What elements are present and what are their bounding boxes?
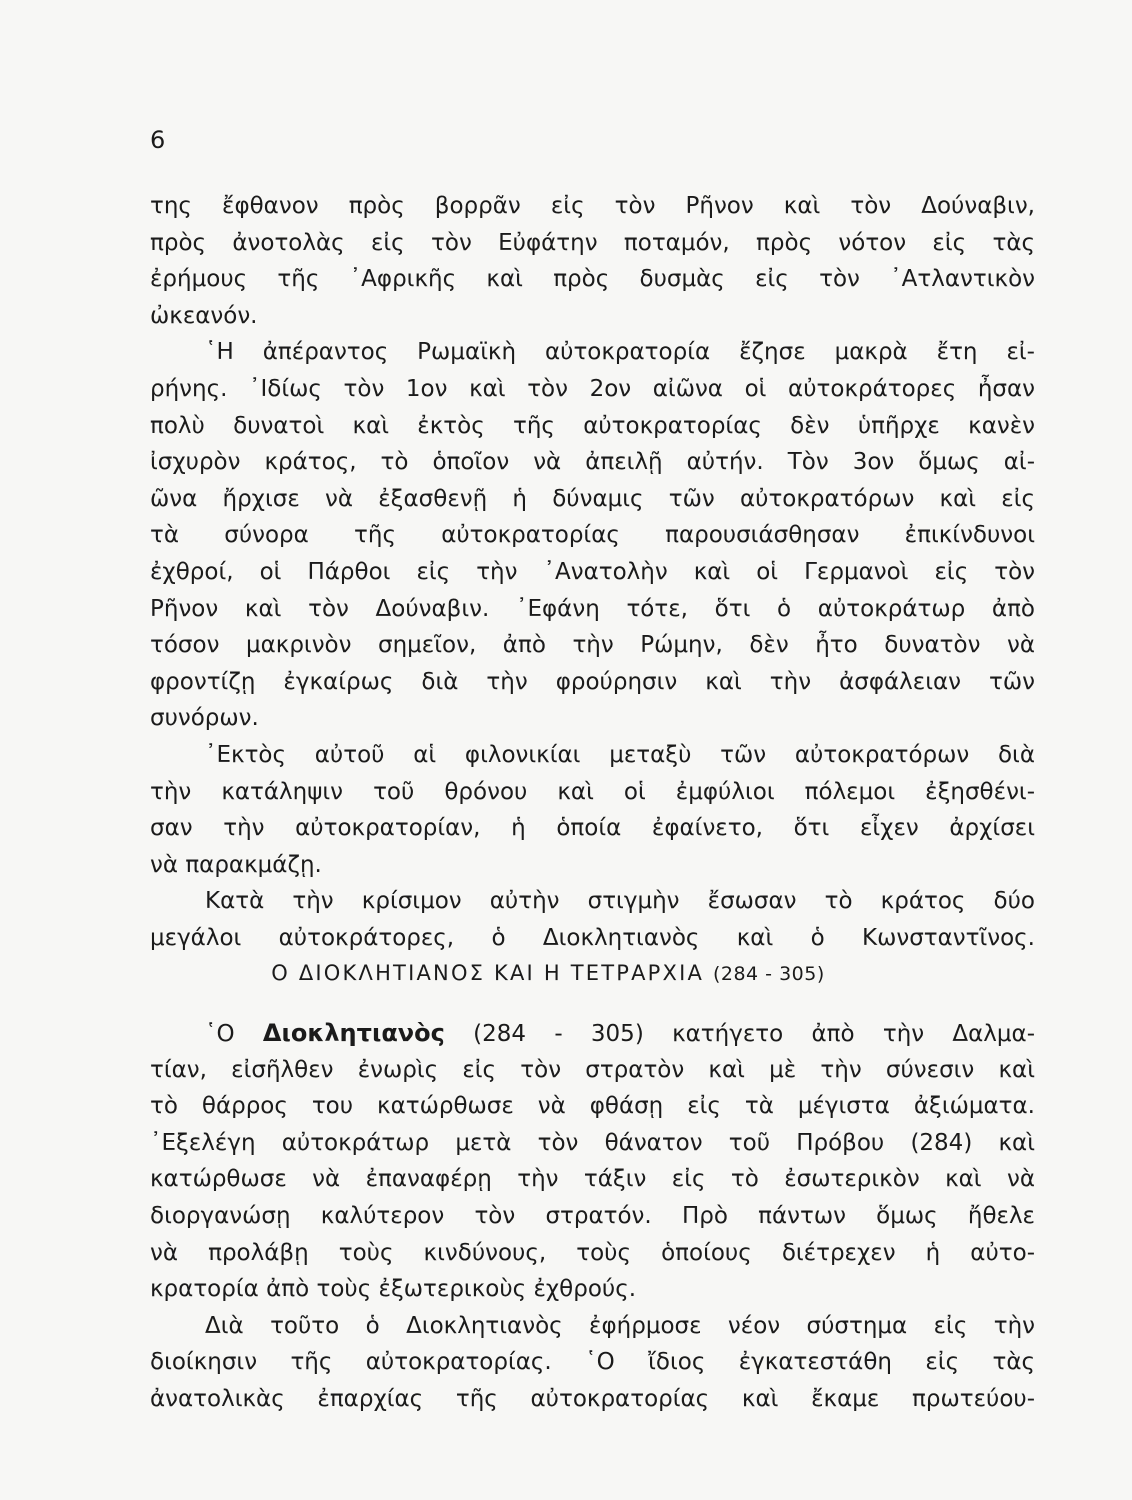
text-line: ῾Η ἀπέραντος Ρωμαϊκὴ αὐτοκρατορία ἔζησε μακρὰ ἔτη εἰ-	[205, 339, 1035, 366]
text-line: ἰσχυρὸν κράτος, τὸ ὁποῖον νὰ ἀπειλῇ αὐτήν. Τὸν 3ον ὅμως αἰ-	[150, 449, 1035, 476]
text-line: ἀνατολικὰς ἐπαρχίας τῆς αὐτοκρατορίας καὶ ἔκαμε πρωτεύου-	[150, 1385, 1035, 1412]
text-line: ῶνα ἤρχισε νὰ ἐξασθενῇ ἡ δύναμις τῶν αὐτοκρατόρων καὶ εἰς	[150, 485, 1035, 512]
text-line: της ἔφθανον πρὸς βορρᾶν εἰς τὸν Ρῆνον καὶ τὸν Δούναβιν,	[150, 193, 1035, 219]
text-line: ἐρήμους τῆς ᾿Αφρικῆς καὶ πρὸς δυσμὰς εἰς τὸν ᾿Ατλαντικὸν	[150, 266, 1035, 293]
text-line: κρατορία ἀπὸ τοὺς ἐξωτερικοὺς ἐχθρούς.	[150, 1276, 637, 1303]
text-line: ἐχθροί, οἱ Πάρθοι εἰς τὴν ᾿Ανατολὴν καὶ οἱ Γερμανοὶ εἰς τὸν	[150, 558, 1035, 585]
emperor-name-bold: Διοκλητιανὸς	[262, 1019, 445, 1047]
text-line: μεγάλοι αὐτοκράτορες, ὁ Διοκλητιανὸς καὶ ὁ Κωνσταντῖνος.	[150, 924, 1035, 951]
text-line: νὰ παρακμάζῃ.	[150, 851, 322, 878]
text-line: Διὰ τοῦτο ὁ Διοκλητιανὸς ἐφήρμοσε νέον σύστημα εἰς τὴν	[205, 1312, 1035, 1339]
text-line: τὰ σύνορα τῆς αὐτοκρατορίας παρουσιάσθησαν ἐπικίνδυνοι	[150, 522, 1035, 549]
text-line: ρήνης. ᾿Ιδίως τὸν 1ον καὶ τὸν 2ον αἰῶνα οἱ αὐτοκράτορες ἦσαν	[150, 375, 1035, 402]
text-line: συνόρων.	[150, 705, 259, 732]
text-line: τὸ θάρρος του κατώρθωσε νὰ φθάσῃ εἰς τὰ μέγιστα ἀξιώματα.	[150, 1093, 1035, 1120]
text-line: πρὸς ἀνοτολὰς εἰς τὸν Εὐφάτην ποταμόν, πρὸς νότον εἰς τὰς	[150, 229, 1035, 256]
text-line: διοίκησιν τῆς αὐτοκρατορίας. ῾Ο ἴδιος ἐγκατεστάθη εἰς τὰς	[150, 1349, 1035, 1376]
text-line: πολὺ δυνατοὶ καὶ ἐκτὸς τῆς αὐτοκρατορίας δὲν ὑπῆρχε κανὲν	[150, 412, 1035, 439]
text-line: Κατὰ τὴν κρίσιμον αὐτὴν στιγμὴν ἔσωσαν τὸ κράτος δύο	[205, 888, 1035, 915]
text-line: σαν τὴν αὐτοκρατορίαν, ἡ ὁποία ἐφαίνετο, ὅτι εἶχεν ἀρχίσει	[150, 815, 1035, 842]
text-line: ᾿Εξελέγη αὐτοκράτωρ μετὰ τὸν θάνατον τοῦ Πρόβου (284) καὶ	[150, 1129, 1035, 1156]
section-heading-dates: (284 - 305)	[712, 963, 825, 985]
text-line: τίαν, εἰσῆλθεν ἐνωρὶς εἰς τὸν στρατὸν καὶ μὲ τὴν σύνεσιν καὶ	[150, 1056, 1035, 1083]
text-line: φροντίζῃ ἐγκαίρως διὰ τὴν φρούρησιν καὶ τὴν ἀσφάλειαν τῶν	[150, 668, 1035, 695]
text-line: ᾿Εκτὸς αὐτοῦ αἱ φιλονικίαι μεταξὺ τῶν αὐτοκρατόρων διὰ	[205, 741, 1035, 768]
section-heading	[168, 957, 928, 990]
text-block-1	[150, 188, 1035, 956]
text-line: ὠκεανόν.	[150, 302, 258, 329]
text-block-2	[150, 1015, 1035, 1418]
text-line: Ρῆνον καὶ τὸν Δούναβιν. ᾿Εφάνη τότε, ὅτι ὁ αὐτοκράτωρ ἀπὸ	[150, 595, 1035, 622]
text-line: κατώρθωσε νὰ ἐπαναφέρῃ τὴν τάξιν εἰς τὸ ἐσωτερικὸν καὶ νὰ	[150, 1166, 1035, 1193]
text-line: νὰ προλάβῃ τοὺς κινδύνους, τοὺς ὁποίους διέτρεχεν ἡ αὐτο-	[150, 1239, 1035, 1266]
page-number: 6	[150, 126, 166, 154]
text-line: τόσον μακρινὸν σημεῖον, ἀπὸ τὴν Ρώμην, δὲν ἦτο δυνατὸν νὰ	[150, 632, 1035, 659]
text-line: διοργανώσῃ καλύτερον τὸν στρατόν. Πρὸ πάντων ὅμως ἤθελε	[150, 1202, 1035, 1229]
text-line: τὴν κατάληψιν τοῦ θρόνου καὶ οἱ ἐμφύλιοι πόλεμοι ἐξησθένι-	[150, 778, 1035, 805]
section-heading-title: Ο ΔΙΟΚΛΗΤΙΑΝΟΣ ΚΑΙ Η ΤΕΤΡΑΡΧΙΑ	[271, 961, 705, 985]
text-line	[150, 1015, 1035, 1052]
first-line-prefix: ῾Ο	[205, 1021, 263, 1047]
first-line-rest: (284 - 305) κατήγετο ἀπὸ τὴν Δαλμα-	[444, 1021, 1036, 1047]
